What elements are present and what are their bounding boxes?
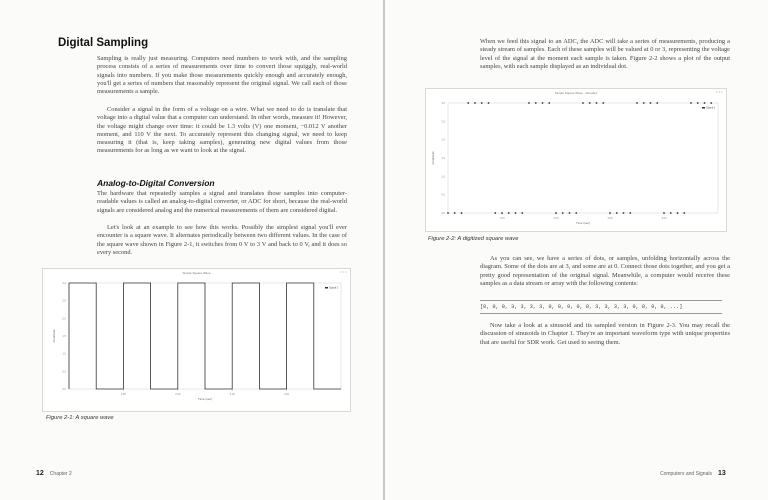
- page-footer-left: [30, 470, 72, 477]
- x-tick-label: 2.00: [175, 393, 181, 396]
- x-tick-label: 3.00: [229, 393, 235, 396]
- data-point: [548, 102, 550, 104]
- legend-label: Signal 1: [706, 106, 716, 110]
- figure-title: Simple Square Wave: [182, 271, 211, 275]
- left-page: [0, 0, 383, 500]
- figure-title: Simple Square Wave - Samples: [554, 91, 598, 95]
- series-line: [69, 283, 341, 389]
- data-point: [555, 212, 557, 214]
- y-tick-label: 0.5: [441, 193, 445, 197]
- window-controls: □ × ×: [716, 90, 723, 94]
- figure-square-wave: [42, 268, 351, 412]
- page-footer-right: [660, 470, 732, 477]
- legend-swatch: [325, 287, 328, 289]
- data-point: [710, 102, 712, 104]
- data-point: [629, 212, 631, 214]
- y-tick-label: 3.0: [62, 282, 66, 285]
- data-point: [488, 102, 490, 104]
- data-point: [670, 212, 672, 214]
- y-tick-label: 0.0: [62, 388, 66, 391]
- samples-plot: [426, 89, 726, 231]
- data-point: [697, 102, 699, 104]
- y-axis-label: Amplitude: [431, 151, 435, 165]
- x-tick-label: 3.00: [607, 217, 613, 220]
- y-tick-label: 3.0: [441, 102, 445, 105]
- legend-label: Signal 1: [329, 286, 339, 290]
- data-point: [528, 102, 530, 104]
- right-page: [385, 0, 768, 500]
- data-point: [602, 102, 604, 104]
- figure-caption: Figure 2-2: A digitized square wave: [428, 236, 519, 242]
- figure-caption: Figure 2-1: A square wave: [46, 415, 114, 421]
- y-tick-label: 2.5: [441, 120, 445, 124]
- paragraph-sinusoid: Now take a look at a sinusoid and its sampled version in Figure 2-3. You may recall the discussion of sinusoids in Chapter 1. They're an important waveform type with unique properties that are useful for SDR work. Get used to seeing them.: [480, 322, 730, 346]
- data-point: [535, 102, 537, 104]
- data-point: [616, 212, 618, 214]
- paragraph-square-wave: Let's look at an example to see how this works. Possibly the simplest signal you'll ever encounter is a square wave. It alternates periodically between two different values. In the case of the square wave shown in Figure 2-1, it switches from 0 V to 3 V and back to 0 V, and it does so every second.: [97, 224, 347, 256]
- page-number: 12: [36, 470, 44, 477]
- data-point: [542, 102, 544, 104]
- data-point: [447, 212, 449, 214]
- y-tick-label: 2.0: [441, 138, 445, 142]
- chapter-label: Computers and Signals: [660, 471, 712, 477]
- paragraph-dots: As you can see, we have a series of dots, or samples, unfolding horizontally across the diagram. Some of the dots are at 3, and some are at 0. Connect those dots together, and you get a pretty good representation of the original signal. Meanwhile, a computer would receive these samples as a data stream or array with the following contents:: [480, 255, 730, 287]
- paragraph-adc-output: When we feed this signal to an ADC, the ADC will take a series of measurements, producing a steady stream of samples. Each of these samples will be valued at 0 or 3, representing the voltage level of the signal at the moment each sample is taken. Figure 2-2 shows a plot of the output samples, with each sample displayed as an individual dot.: [480, 38, 730, 70]
- y-tick-label: 1.0: [62, 352, 66, 356]
- data-point: [683, 212, 685, 214]
- data-point: [461, 212, 463, 214]
- data-point: [562, 212, 564, 214]
- data-point: [467, 102, 469, 104]
- page-number: 13: [717, 470, 726, 477]
- figure-digitized-wave: [425, 88, 727, 232]
- data-point: [704, 102, 706, 104]
- y-tick-label: 1.5: [441, 157, 445, 160]
- x-tick-label: 4.00: [284, 393, 290, 396]
- x-axis-label: Time (sec): [575, 221, 591, 225]
- data-point: [656, 102, 658, 104]
- data-point: [569, 212, 571, 214]
- data-point: [663, 212, 665, 214]
- window-controls: □ × ×: [340, 270, 347, 274]
- y-tick-label: 1.0: [441, 175, 445, 179]
- data-point: [623, 212, 625, 214]
- sample-array-code: [0, 0, 0, 3, 3, 3, 3, 0, 0, 0, 0, 0, 3, 3, 3, 3, 0, 0, 0, 0, ...]: [480, 300, 722, 314]
- y-tick-label: 0.0: [441, 212, 445, 215]
- data-point: [589, 102, 591, 104]
- section-heading: Digital Sampling: [58, 37, 149, 49]
- subsection-heading: Analog-to-Digital Conversion: [97, 178, 215, 188]
- data-point: [494, 212, 496, 214]
- data-point: [481, 102, 483, 104]
- data-point: [521, 212, 523, 214]
- plot-frame: [448, 103, 718, 213]
- data-point: [508, 212, 510, 214]
- data-point: [596, 102, 598, 104]
- paragraph-sampling: Sampling is really just measuring. Computers need numbers to work with, and the sampling process consists of a series of measurements over time to convert those squiggly, real-world signals into numbers. If you make those measurements quickly enough and accurately enough, you'll get a series of numbers that reasonably represent the original signal. We call each of those measurements a sample.: [97, 55, 347, 95]
- data-point: [515, 212, 517, 214]
- data-point: [677, 212, 679, 214]
- paragraph-voltage: Consider a signal in the form of a voltage on a wire. What we need to do is translate that voltage into a digital value that a computer can understand. In other words, measure it! However, the voltage might change over time: it could be 1.3 volts (V) one moment, −0.012 V another moment, and 110 V the next. To accurately represent this changing signal, we need to keep measuring it (that is, keep taking samples), generating new digital values from those measurements for as long as we want to look at the signal.: [97, 106, 347, 155]
- data-point: [454, 212, 456, 214]
- chapter-label: Chapter 2: [49, 471, 72, 477]
- y-axis-label: Amplitude: [52, 329, 56, 343]
- data-point: [582, 102, 584, 104]
- y-tick-label: 1.5: [62, 335, 66, 338]
- x-tick-label: 4.00: [661, 217, 667, 220]
- x-tick-label: 2.00: [553, 217, 559, 220]
- data-point: [575, 212, 577, 214]
- data-point: [501, 212, 503, 214]
- legend-swatch: [702, 107, 705, 109]
- x-tick-label: 1.00: [499, 217, 505, 220]
- y-tick-label: 0.5: [62, 370, 66, 374]
- paragraph-adc: The hardware that repeatedly samples a signal and translates those samples into computer-readable values is called an analog-to-digital converter, or ADC for short, because the real-world signals are considered analog and the numerical measurements of them are considered digital.: [97, 190, 347, 214]
- data-point: [474, 102, 476, 104]
- x-axis-label: Time (sec): [197, 397, 213, 401]
- data-point: [643, 102, 645, 104]
- square-wave-plot: [43, 269, 350, 411]
- y-tick-label: 2.5: [62, 299, 66, 303]
- data-point: [690, 102, 692, 104]
- data-point: [636, 102, 638, 104]
- x-tick-label: 1.00: [120, 393, 126, 396]
- data-point: [609, 212, 611, 214]
- data-point: [650, 102, 652, 104]
- y-tick-label: 2.0: [62, 317, 66, 321]
